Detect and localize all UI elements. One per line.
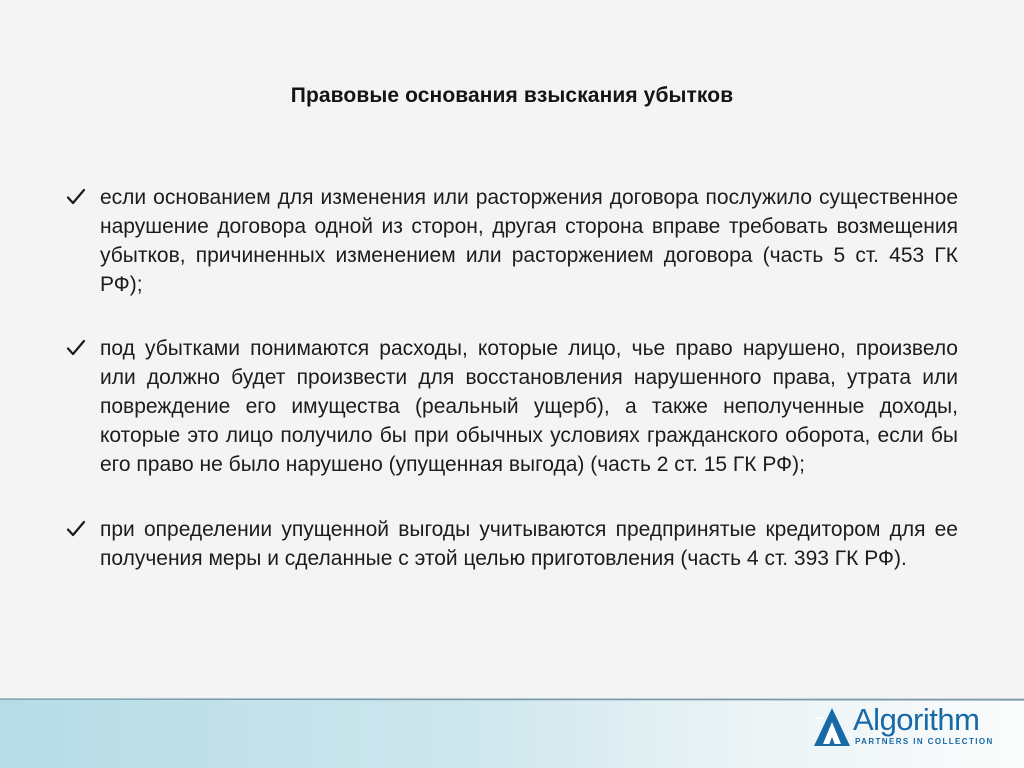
bullet-text: под убытками понимаются расходы, которые лицо, чье право нарушено, произвело или должно будет произвести для восстановления нарушенного права, утрата или повреждение его имущества (реальный ущерб), а также неполученные доходы, которые это лицо получило бы при обычных условиях гражданского оборота, если бы его право не было нарушено (упущенная выгода) (часть 2 ст. 15 ГК РФ); (100, 337, 958, 476)
bullet-item (66, 515, 958, 573)
bullet-text: при определении упущенной выгоды учитываются предпринятые кредитором для ее получения меры и сделанные с этой целью приготовления (часть 4 ст. 393 ГК РФ). (100, 518, 958, 570)
logo-tagline: PARTNERS IN COLLECTION (855, 737, 994, 746)
logo-mark-icon (812, 704, 852, 748)
bullet-text: если основанием для изменения или расторжения договора послужило существенное нарушение договора одной из сторон, другая сторона вправе требовать возмещения убытков, причиненных изменением или расторжением договора (часть 5 ст. 453 ГК РФ); (100, 186, 958, 296)
checkmark-icon (66, 188, 86, 206)
slide-title: Правовые основания взыскания убытков (290, 84, 734, 107)
bullet-item (66, 183, 958, 299)
algorithm-logo (812, 704, 1012, 750)
logo-name: Algorithm (853, 702, 980, 737)
checkmark-icon (66, 339, 86, 357)
bullet-item (66, 334, 958, 479)
bullet-list (66, 183, 958, 573)
checkmark-icon (66, 520, 86, 538)
